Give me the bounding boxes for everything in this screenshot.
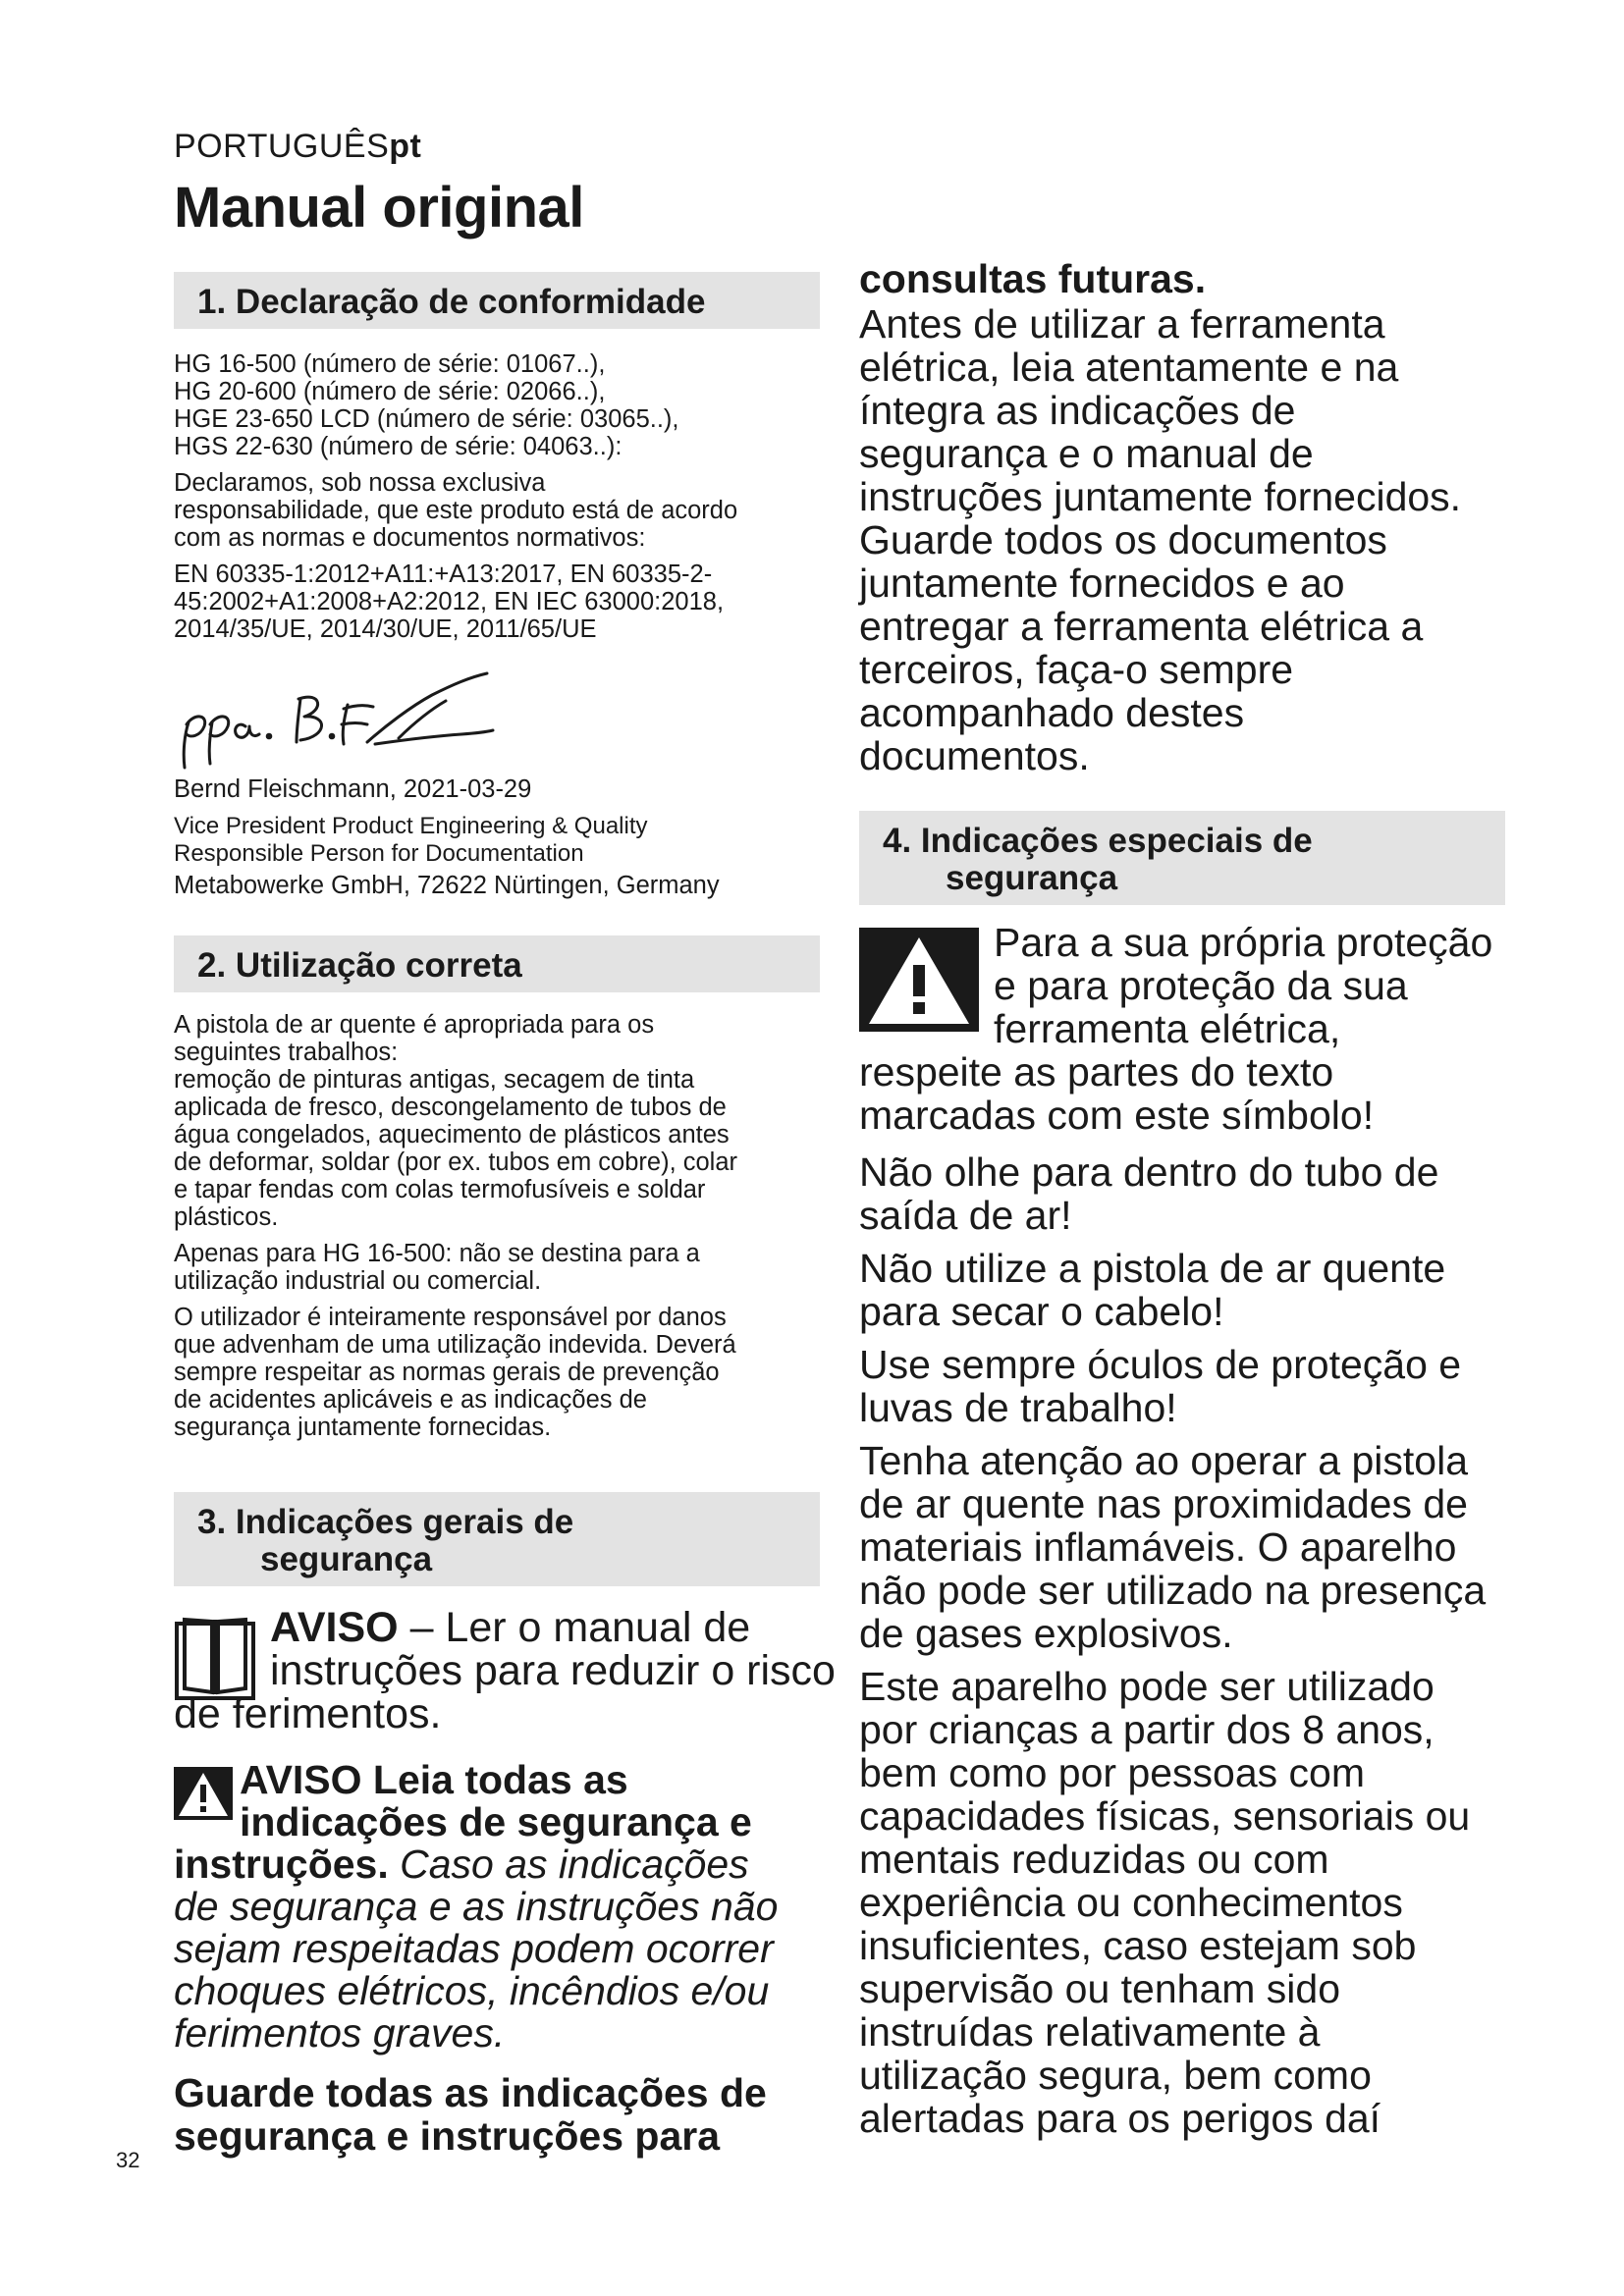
text-line: Antes de utilizar a ferramenta	[859, 301, 1385, 347]
text-line: não pode ser utilizado na presença	[859, 1568, 1487, 1613]
italic-text: Caso as indicações	[388, 1842, 749, 1887]
no-hair-paragraph	[859, 1247, 1546, 1333]
guarde-block	[174, 2071, 767, 2158]
section-3-heading-text	[197, 1504, 573, 1578]
text-line: Este aparelho pode ser utilizado	[859, 1664, 1435, 1709]
antes-paragraph	[859, 302, 1546, 777]
text-line: Apenas para HG 16-500: não se destina para a	[174, 1240, 700, 1267]
instrucoes-bold: instruções.	[174, 1842, 389, 1887]
warning-triangle-icon	[174, 1767, 233, 1820]
text-line: acompanhado destes	[859, 690, 1245, 735]
text-line: para secar o cabelo!	[859, 1289, 1224, 1334]
text-line: respeite as partes do texto	[859, 1049, 1334, 1095]
company-address: Metabowerke GmbH, 72622 Nürtingen, Germany	[174, 872, 720, 899]
special-warning-beside-icon	[994, 921, 1543, 1050]
handwritten-signature	[175, 666, 509, 774]
consultas-line: consultas futuras.	[859, 256, 1207, 301]
section-4-body	[859, 1150, 1546, 2150]
text-line: O utilizador é inteiramente responsável por danos	[174, 1304, 727, 1331]
model-line: HG 16-500 (número de série: 01067..),	[174, 350, 606, 378]
text-line: documentos.	[859, 733, 1090, 778]
text-line: Para a sua própria proteção	[994, 920, 1493, 965]
heading-line: 4. Indicações especiais de	[883, 822, 1313, 860]
text-line: entregar a ferramenta elétrica a	[859, 604, 1424, 649]
text-line: Guarde todas as indicações de	[174, 2070, 767, 2115]
text-line: de ar quente nas proximidades de	[859, 1481, 1468, 1526]
flammable-paragraph	[859, 1439, 1546, 1655]
text-line: supervisão ou tenham sido	[859, 1966, 1341, 2011]
text-line: alertadas para os perigos daí	[859, 2096, 1381, 2141]
read-manual-icon	[173, 1610, 257, 1702]
model-line: HGS 22-630 (número de série: 04063..):	[174, 433, 623, 460]
aviso-heading-line: indicações de segurança e	[240, 1799, 752, 1844]
language-label	[174, 128, 421, 166]
text-line: que advenham de uma utilização indevida. Deverá	[174, 1331, 736, 1359]
text-line: A pistola de ar quente é apropriada para os	[174, 1011, 655, 1039]
text-line: por crianças a partir dos 8 anos,	[859, 1707, 1435, 1752]
text-line: saída de ar!	[859, 1193, 1072, 1238]
text-line: experiência ou conhecimentos	[859, 1880, 1403, 1925]
text-line: materiais inflamáveis. O aparelho	[859, 1524, 1457, 1570]
text-line: instruídas relativamente à	[859, 2009, 1321, 2055]
text-line: choques elétricos, incêndios e/ou	[174, 1968, 770, 2013]
signatory-role: Responsible Person for Documentation	[174, 840, 584, 867]
text-line: instruções para reduzir o risco	[270, 1647, 836, 1694]
model-line: HGE 23-650 LCD (número de série: 03065..),	[174, 405, 679, 433]
text-line: bem como por pessoas com	[859, 1750, 1366, 1795]
text-line: insuficientes, caso estejam sob	[859, 1923, 1417, 1968]
section-2-heading	[174, 935, 820, 992]
text-line: plásticos.	[174, 1203, 279, 1231]
declaration-line: responsabilidade, que este produto está de acordo	[174, 497, 738, 524]
text-line: utilização segura, bem como	[859, 2053, 1372, 2098]
section-4-heading-text	[883, 823, 1313, 897]
text-line: Use sempre óculos de proteção e	[859, 1342, 1462, 1387]
text-line: ferramenta elétrica,	[994, 1006, 1341, 1051]
section-4-heading	[859, 811, 1505, 905]
goggles-paragraph	[859, 1343, 1546, 1429]
section-2-heading-text: 2. Utilização correta	[197, 946, 522, 985]
heading-line: segurança	[260, 1540, 433, 1578]
text-line: marcadas com este símbolo!	[859, 1093, 1375, 1138]
aviso-mixed-line	[174, 1843, 749, 1886]
special-warning-after-icon	[859, 1050, 1546, 1137]
text-line: de segurança e as instruções não	[174, 1884, 779, 1929]
section-1-heading-text: 1. Declaração de conformidade	[197, 283, 706, 321]
warning-triangle-icon	[859, 928, 979, 1032]
text-line: íntegra as indicações de	[859, 388, 1296, 433]
text-line: segurança juntamente fornecidas.	[174, 1414, 552, 1441]
text-line: utilização industrial ou comercial.	[174, 1267, 542, 1295]
children-paragraph	[859, 1665, 1546, 2140]
aviso-read-manual	[270, 1606, 750, 1649]
text-line: terceiros, faça-o sempre	[859, 647, 1294, 692]
text-line: de deformar, soldar (por ex. tubos em cobre), colar	[174, 1148, 738, 1176]
text-line: de acidentes aplicáveis e as indicações de	[174, 1386, 647, 1414]
aviso-heading-line: AVISO Leia todas as	[240, 1757, 628, 1802]
page-title: Manual original	[174, 176, 584, 240]
text-line: seguintes trabalhos:	[174, 1039, 399, 1066]
heading-line: segurança	[946, 859, 1118, 897]
text-line: sempre respeitar as normas gerais de prevenção	[174, 1359, 720, 1386]
text-line: aplicada de fresco, descongelamento de tubos de	[174, 1094, 727, 1121]
text-line: instruções juntamente fornecidos.	[859, 474, 1462, 519]
models-list	[174, 350, 841, 460]
language-code: pt	[389, 128, 422, 165]
declaration-text	[174, 469, 841, 552]
section-1-body	[174, 350, 841, 652]
standards-line: EN 60335-1:2012+A11:+A13:2017, EN 60335-2-	[174, 561, 713, 588]
text-line: capacidades físicas, sensoriais ou	[859, 1793, 1471, 1839]
text-line: Guarde todos os documentos	[859, 517, 1387, 562]
text-line: juntamente fornecidos e ao	[859, 561, 1345, 606]
aviso-italic-block	[174, 1886, 778, 2055]
text-line: mentais reduzidas ou com	[859, 1837, 1329, 1882]
text-line: Tenha atenção ao operar a pistola	[859, 1438, 1469, 1483]
usage-paragraph	[174, 1011, 841, 1231]
section-1-heading	[174, 272, 820, 329]
standards-line: 45:2002+A1:2008+A2:2012, EN IEC 63000:2018,	[174, 588, 725, 615]
standards-line: 2014/35/UE, 2014/30/UE, 2011/65/UE	[174, 615, 597, 643]
text-line: Não olhe para dentro do tubo de	[859, 1149, 1439, 1195]
text-line: segurança e instruções para	[174, 2113, 721, 2159]
standards-text	[174, 561, 841, 643]
text-line: ferimentos graves.	[174, 2010, 506, 2056]
section-2-body	[174, 1011, 841, 1450]
liability-paragraph	[174, 1304, 841, 1441]
text-line: luvas de trabalho!	[859, 1385, 1177, 1430]
aviso-label: AVISO	[270, 1604, 399, 1651]
signatory-name: Bernd Fleischmann, 2021-03-29	[174, 775, 532, 803]
declaration-line: com as normas e documentos normativos:	[174, 524, 646, 552]
text-line: remoção de pinturas antigas, secagem de tinta	[174, 1066, 695, 1094]
text-line: Não utilize a pistola de ar quente	[859, 1246, 1446, 1291]
no-look-paragraph	[859, 1150, 1546, 1237]
text-line: – Ler o manual de	[398, 1604, 751, 1651]
section-3-heading	[174, 1492, 820, 1586]
signature-block	[174, 775, 841, 899]
text-line: e tapar fendas com colas termofusíveis e soldar	[174, 1176, 706, 1203]
text-line: elétrica, leia atentamente e na	[859, 345, 1399, 390]
declaration-line: Declaramos, sob nossa exclusiva	[174, 469, 546, 497]
heading-line: 3. Indicações gerais de	[197, 1503, 574, 1541]
industrial-use-note	[174, 1240, 841, 1295]
model-line: HG 20-600 (número de série: 02066..),	[174, 378, 606, 405]
text-line: de gases explosivos.	[859, 1611, 1233, 1656]
text-line: segurança e o manual de	[859, 431, 1314, 476]
text-line: de ferimentos.	[174, 1690, 442, 1737]
language-name: PORTUGUÊS	[174, 128, 390, 165]
text-line: sejam respeitadas podem ocorrer	[174, 1926, 774, 1971]
page-number: 32	[116, 2148, 140, 2172]
text-line: água congelados, aquecimento de plásticos antes	[174, 1121, 730, 1148]
text-line: e para proteção da sua	[994, 963, 1408, 1008]
signatory-role: Vice President Product Engineering & Quality	[174, 813, 648, 839]
